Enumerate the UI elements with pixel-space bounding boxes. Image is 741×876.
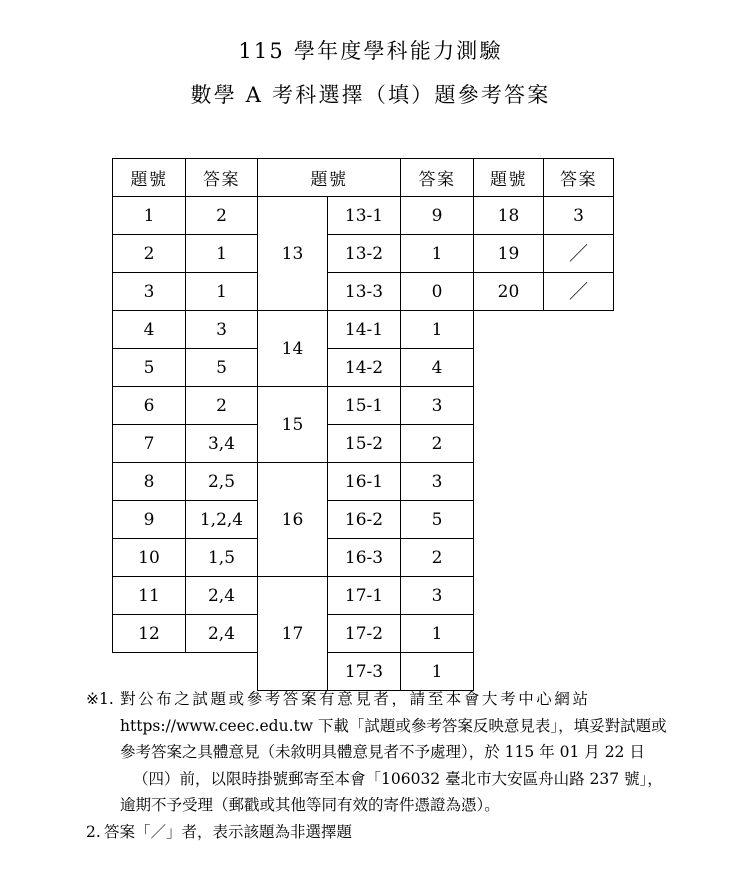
cell-spacer (544, 615, 614, 653)
table-row (113, 463, 614, 501)
cell-question-number: 19 (474, 235, 544, 273)
footnote-item-2 (86, 819, 696, 846)
cell-spacer (544, 349, 614, 387)
table-row (113, 425, 614, 463)
footnote-line: 參考答案之具體意見（未敘明具體意見者不予處理），於 115 年 01 月 22 日 (120, 743, 645, 761)
cell-question-number: 6 (113, 387, 186, 425)
cell-spacer (544, 425, 614, 463)
page-title (0, 36, 741, 110)
cell-group-number: 14 (258, 311, 328, 387)
cell-answer: 3 (186, 311, 258, 349)
cell-sub-answer: 3 (401, 463, 474, 501)
cell-question-number: 18 (474, 197, 544, 235)
cell-spacer (544, 463, 614, 501)
footnote-number: 2. (86, 822, 101, 841)
cell-spacer (474, 577, 544, 615)
cell-question-number: 20 (474, 273, 544, 311)
reference-mark: ※ (86, 690, 99, 708)
cell-sub-answer: 2 (401, 539, 474, 577)
cell-sub-question: 14-2 (328, 349, 401, 387)
cell-sub-question: 17-1 (328, 577, 401, 615)
table-row (113, 235, 614, 273)
cell-spacer (474, 615, 544, 653)
cell-question-number: 11 (113, 577, 186, 615)
cell-spacer (474, 539, 544, 577)
cell-sub-answer: 1 (401, 653, 474, 691)
cell-sub-answer: 0 (401, 273, 474, 311)
cell-sub-answer: 9 (401, 197, 474, 235)
header-right-answer: 答案 (544, 159, 614, 197)
cell-sub-answer: 1 (401, 615, 474, 653)
table-row (113, 197, 614, 235)
cell-question-number: 4 (113, 311, 186, 349)
cell-spacer (544, 387, 614, 425)
cell-question-number: 9 (113, 501, 186, 539)
table-row (113, 387, 614, 425)
non-multiple-choice-mark: ／ (568, 281, 588, 303)
cell-spacer (186, 653, 258, 691)
cell-spacer (474, 387, 544, 425)
cell-sub-question: 16-2 (328, 501, 401, 539)
footnote-line: 答案「／」者，表示該題為非選擇題 (104, 822, 353, 841)
table-header-row (113, 159, 614, 197)
cell-answer: 1,5 (186, 539, 258, 577)
cell-group-number: 13 (258, 197, 328, 311)
cell-sub-question: 17-3 (328, 653, 401, 691)
cell-sub-answer: 1 (401, 235, 474, 273)
footnote-number: 1. (99, 690, 114, 708)
cell-spacer (474, 311, 544, 349)
non-multiple-choice-mark: ／ (568, 243, 588, 265)
cell-spacer (113, 653, 186, 691)
cell-sub-answer: 3 (401, 577, 474, 615)
cell-sub-question: 15-2 (328, 425, 401, 463)
answer-key-table (112, 158, 614, 691)
cell-answer: 2,4 (186, 577, 258, 615)
cell-sub-answer: 2 (401, 425, 474, 463)
cell-answer: 1 (186, 235, 258, 273)
table-row (113, 615, 614, 653)
table-row (113, 501, 614, 539)
cell-question-number: 12 (113, 615, 186, 653)
cell-sub-question: 17-2 (328, 615, 401, 653)
cell-answer: 2,4 (186, 615, 258, 653)
cell-sub-answer: 5 (401, 501, 474, 539)
table-row (113, 577, 614, 615)
cell-spacer (544, 577, 614, 615)
cell-spacer (544, 501, 614, 539)
header-left-number: 題號 (113, 159, 186, 197)
cell-question-number: 2 (113, 235, 186, 273)
cell-question-number: 7 (113, 425, 186, 463)
table-row (113, 273, 614, 311)
footnote-line: https://www.ceec.edu.tw 下載「試題或參考答案反映意見表」，填妥對試題或 (120, 716, 667, 735)
cell-question-number: 8 (113, 463, 186, 501)
cell-group-number: 17 (258, 577, 328, 691)
header-mid-answer: 答案 (401, 159, 474, 197)
cell-answer (544, 235, 614, 273)
table-row (113, 349, 614, 387)
cell-sub-question: 14-1 (328, 311, 401, 349)
cell-sub-question: 15-1 (328, 387, 401, 425)
cell-answer (544, 273, 614, 311)
cell-group-number: 16 (258, 463, 328, 577)
cell-sub-answer: 4 (401, 349, 474, 387)
table-row (113, 539, 614, 577)
footnote-line: 對公布之試題或參考答案有意見者，請至本會大考中心網站 (120, 690, 591, 708)
footnote-line: （四）前，以限時掛號郵寄至本會「106032 臺北市大安區舟山路 237 號」， (133, 769, 663, 788)
cell-question-number: 1 (113, 197, 186, 235)
cell-sub-question: 16-3 (328, 539, 401, 577)
header-right-number: 題號 (474, 159, 544, 197)
cell-sub-question: 16-1 (328, 463, 401, 501)
cell-question-number: 10 (113, 539, 186, 577)
cell-answer: 2,5 (186, 463, 258, 501)
footnotes (86, 686, 696, 845)
cell-spacer (474, 653, 544, 691)
header-left-answer: 答案 (186, 159, 258, 197)
cell-group-number: 15 (258, 387, 328, 463)
cell-spacer (474, 425, 544, 463)
cell-spacer (544, 311, 614, 349)
cell-answer: 5 (186, 349, 258, 387)
cell-sub-question: 13-2 (328, 235, 401, 273)
table-row (113, 311, 614, 349)
cell-spacer (544, 653, 614, 691)
cell-question-number: 5 (113, 349, 186, 387)
cell-answer: 1 (186, 273, 258, 311)
title-line-secondary: 數學 A 考科選擇（填）題參考答案 (190, 83, 551, 107)
cell-spacer (474, 501, 544, 539)
cell-sub-question: 13-1 (328, 197, 401, 235)
cell-sub-answer: 3 (401, 387, 474, 425)
cell-spacer (544, 539, 614, 577)
footnote-item-1 (86, 686, 696, 819)
cell-answer: 2 (186, 197, 258, 235)
footnote-line: 逾期不予受理（郵戳或其他等同有效的寄件憑證為憑）。 (120, 796, 500, 814)
title-line-primary: 115 學年度學科能力測驗 (238, 39, 503, 63)
cell-answer: 1,2,4 (186, 501, 258, 539)
table-row (113, 653, 614, 691)
cell-answer: 3,4 (186, 425, 258, 463)
cell-answer: 3 (544, 197, 614, 235)
cell-sub-answer: 1 (401, 311, 474, 349)
cell-spacer (474, 463, 544, 501)
footnote-marker (86, 686, 114, 713)
cell-answer: 2 (186, 387, 258, 425)
cell-spacer (474, 349, 544, 387)
header-mid-number: 題號 (258, 159, 401, 197)
cell-sub-question: 13-3 (328, 273, 401, 311)
cell-question-number: 3 (113, 273, 186, 311)
